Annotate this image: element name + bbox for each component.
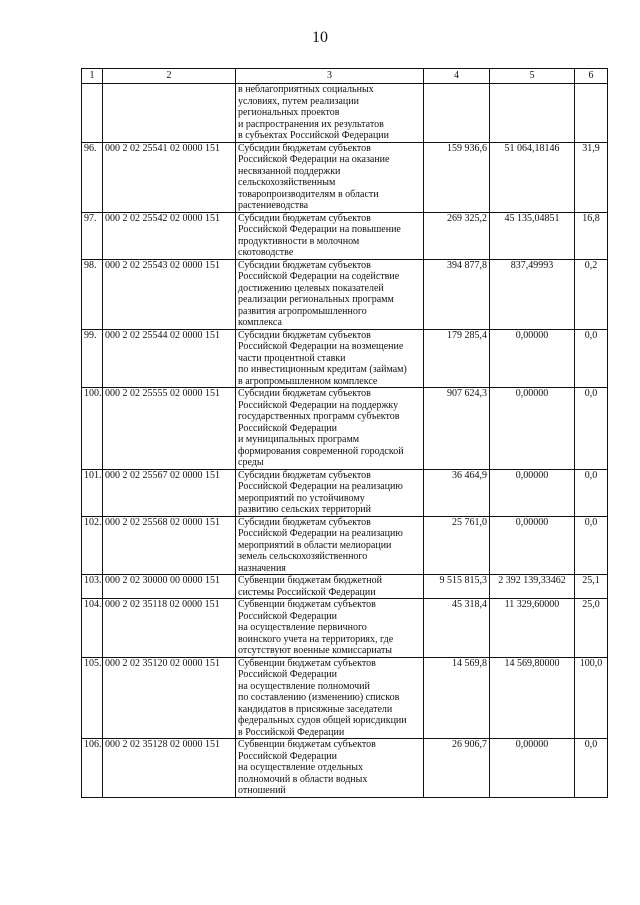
row-description xyxy=(236,329,424,388)
row-number: 98. xyxy=(82,259,103,329)
approved-amount: 36 464,9 xyxy=(424,469,490,516)
description-line: в неблагоприятных социальных xyxy=(238,84,374,95)
description-line: Субсидии бюджетам субъектов xyxy=(238,469,371,481)
executed-amount: 0,00000 xyxy=(490,739,575,798)
execution-percent: 0,2 xyxy=(575,259,608,329)
row-description xyxy=(236,516,424,575)
table-row xyxy=(82,739,608,798)
description-line: государственных программ субъектов xyxy=(238,411,400,422)
budget-table xyxy=(81,68,608,798)
description-line: Российской Федерации на реализацию xyxy=(238,528,403,539)
executed-amount: 14 569,80000 xyxy=(490,657,575,739)
row-description xyxy=(236,739,424,798)
description-line: Российской Федерации на содействие xyxy=(238,271,400,282)
description-line: земель сельскохозяйственного xyxy=(238,551,368,562)
executed-amount: 837,49993 xyxy=(490,259,575,329)
description-line: сельскохозяйственным xyxy=(238,177,336,188)
column-header: 6 xyxy=(575,69,608,84)
row-description xyxy=(236,142,424,212)
row-number: 103. xyxy=(82,575,103,599)
description-line: Российской Федерации на повышение xyxy=(238,224,401,235)
execution-percent xyxy=(575,84,608,143)
description-line: развития агропромышленного xyxy=(238,305,367,317)
row-number: 102. xyxy=(82,516,103,575)
execution-percent: 0,0 xyxy=(575,469,608,516)
budget-code: 000 2 02 25543 02 0000 151 xyxy=(103,259,236,329)
description-line: назначения xyxy=(238,562,286,574)
budget-code: 000 2 02 25542 02 0000 151 xyxy=(103,212,236,259)
description-line: полномочий в области водных xyxy=(238,773,368,785)
budget-code: 000 2 02 35118 02 0000 151 xyxy=(103,599,236,658)
description-line: Российской Федерации на возмещение xyxy=(238,341,404,352)
description-line: несвязанной поддержки xyxy=(238,165,341,177)
description-line: в субъектах Российской Федерации xyxy=(238,130,390,141)
table-row xyxy=(82,388,608,470)
row-number: 96. xyxy=(82,142,103,212)
description-line: мероприятий в области мелиорации xyxy=(238,539,392,551)
executed-amount: 0,00000 xyxy=(490,388,575,470)
table-row xyxy=(82,469,608,516)
description-line: на осуществление отдельных xyxy=(238,762,363,773)
table-row xyxy=(82,84,608,143)
column-header: 1 xyxy=(82,69,103,84)
row-description xyxy=(236,469,424,516)
column-header: 3 xyxy=(236,69,424,84)
table-body xyxy=(82,84,608,798)
description-line: Субвенции бюджетам субъектов xyxy=(238,599,376,610)
column-header: 5 xyxy=(490,69,575,84)
execution-percent: 0,0 xyxy=(575,329,608,388)
description-line: части процентной ставки xyxy=(238,352,346,364)
executed-amount: 0,00000 xyxy=(490,329,575,388)
description-line: системы Российской Федерации xyxy=(238,586,376,598)
description-line: в агропромышленном комплексе xyxy=(238,375,378,387)
row-number: 99. xyxy=(82,329,103,388)
row-number: 101. xyxy=(82,469,103,516)
description-line: и распространения их результатов xyxy=(238,118,384,130)
description-line: условиях, путем реализации xyxy=(238,95,359,107)
row-number: 105. xyxy=(82,657,103,739)
description-line: Субсидии бюджетам субъектов xyxy=(238,388,371,399)
description-line: Субвенции бюджетам субъектов xyxy=(238,739,376,750)
executed-amount: 0,00000 xyxy=(490,469,575,516)
description-line: Российской Федерации на оказание xyxy=(238,154,390,165)
budget-code: 000 2 02 35128 02 0000 151 xyxy=(103,739,236,798)
description-line: растениеводства xyxy=(238,200,309,211)
description-line: Российской Федерации xyxy=(238,610,338,622)
description-line: Субсидии бюджетам субъектов xyxy=(238,142,371,154)
row-number: 106. xyxy=(82,739,103,798)
row-number: 97. xyxy=(82,212,103,259)
description-line: Субсидии бюджетам субъектов xyxy=(238,516,371,528)
executed-amount: 51 064,18146 xyxy=(490,142,575,212)
description-line: отношений xyxy=(238,785,286,796)
budget-code xyxy=(103,84,236,143)
description-line: Российской Федерации xyxy=(238,422,338,434)
row-description xyxy=(236,575,424,599)
description-line: мероприятий по устойчивому xyxy=(238,492,365,504)
table-row xyxy=(82,259,608,329)
description-line: по составлению (изменению) списков xyxy=(238,692,400,703)
row-description xyxy=(236,84,424,143)
approved-amount: 26 906,7 xyxy=(424,739,490,798)
row-description xyxy=(236,657,424,739)
execution-percent: 0,0 xyxy=(575,516,608,575)
table-header xyxy=(82,69,608,84)
description-line: Субсидии бюджетам субъектов xyxy=(238,329,371,341)
approved-amount: 45 318,4 xyxy=(424,599,490,658)
table-row xyxy=(82,657,608,739)
description-line: Российской Федерации xyxy=(238,750,338,762)
execution-percent: 100,0 xyxy=(575,657,608,739)
executed-amount: 45 135,04851 xyxy=(490,212,575,259)
budget-code: 000 2 02 25555 02 0000 151 xyxy=(103,388,236,470)
execution-percent: 0,0 xyxy=(575,388,608,470)
execution-percent: 0,0 xyxy=(575,739,608,798)
executed-amount: 0,00000 xyxy=(490,516,575,575)
table-row xyxy=(82,142,608,212)
description-line: развитию сельских территорий xyxy=(238,504,371,515)
description-line: воинского учета на территориях, где xyxy=(238,633,394,645)
table-row xyxy=(82,329,608,388)
budget-code: 000 2 02 25567 02 0000 151 xyxy=(103,469,236,516)
table-row xyxy=(82,575,608,599)
executed-amount: 11 329,60000 xyxy=(490,599,575,658)
approved-amount: 269 325,2 xyxy=(424,212,490,259)
description-line: Субсидии бюджетам субъектов xyxy=(238,212,371,224)
header-row xyxy=(82,69,608,84)
budget-code: 000 2 02 30000 00 0000 151 xyxy=(103,575,236,599)
execution-percent: 16,8 xyxy=(575,212,608,259)
budget-code: 000 2 02 25541 02 0000 151 xyxy=(103,142,236,212)
description-line: Субвенции бюджетам бюджетной xyxy=(238,575,382,586)
budget-code: 000 2 02 25544 02 0000 151 xyxy=(103,329,236,388)
table-row xyxy=(82,516,608,575)
description-line: Субсидии бюджетам субъектов xyxy=(238,259,371,271)
description-line: на осуществление полномочий xyxy=(238,680,370,692)
description-line: на осуществление первичного xyxy=(238,622,367,633)
table-row xyxy=(82,599,608,658)
row-description xyxy=(236,388,424,470)
description-line: отсутствуют военные комиссариаты xyxy=(238,645,393,656)
approved-amount: 907 624,3 xyxy=(424,388,490,470)
description-line: Российской Федерации xyxy=(238,669,338,680)
execution-percent: 25,0 xyxy=(575,599,608,658)
description-line: и муниципальных программ xyxy=(238,434,360,445)
column-header: 4 xyxy=(424,69,490,84)
row-description xyxy=(236,599,424,658)
row-number xyxy=(82,84,103,143)
column-header: 2 xyxy=(103,69,236,84)
budget-code: 000 2 02 35120 02 0000 151 xyxy=(103,657,236,739)
description-line: по инвестиционным кредитам (займам) xyxy=(238,364,407,375)
approved-amount: 14 569,8 xyxy=(424,657,490,739)
row-number: 104. xyxy=(82,599,103,658)
table-row xyxy=(82,212,608,259)
description-line: комплекса xyxy=(238,317,282,328)
description-line: достижению целевых показателей xyxy=(238,282,384,294)
row-number: 100. xyxy=(82,388,103,470)
execution-percent: 31,9 xyxy=(575,142,608,212)
description-line: Российской Федерации на реализацию xyxy=(238,481,403,492)
description-line: товаропроизводителям в области xyxy=(238,188,379,200)
description-line: федеральных судов общей юрисдикции xyxy=(238,715,407,726)
executed-amount xyxy=(490,84,575,143)
approved-amount: 9 515 815,3 xyxy=(424,575,490,599)
description-line: кандидатов в присяжные заседатели xyxy=(238,703,393,715)
executed-amount: 2 392 139,33462 xyxy=(490,575,575,599)
approved-amount: 179 285,4 xyxy=(424,329,490,388)
approved-amount: 394 877,8 xyxy=(424,259,490,329)
approved-amount: 159 936,6 xyxy=(424,142,490,212)
description-line: Субвенции бюджетам субъектов xyxy=(238,657,376,669)
approved-amount: 25 761,0 xyxy=(424,516,490,575)
row-description xyxy=(236,212,424,259)
description-line: региональных проектов xyxy=(238,107,340,118)
execution-percent: 25,1 xyxy=(575,575,608,599)
row-description xyxy=(236,259,424,329)
description-line: реализации региональных программ xyxy=(238,294,394,305)
description-line: продуктивности в молочном xyxy=(238,235,360,247)
description-line: среды xyxy=(238,457,264,468)
budget-code: 000 2 02 25568 02 0000 151 xyxy=(103,516,236,575)
page-number: 10 xyxy=(312,29,328,46)
approved-amount xyxy=(424,84,490,143)
description-line: Российской Федерации на поддержку xyxy=(238,399,399,411)
description-line: в Российской Федерации xyxy=(238,726,345,738)
description-line: скотоводстве xyxy=(238,247,294,258)
description-line: формирования современной городской xyxy=(238,445,404,457)
